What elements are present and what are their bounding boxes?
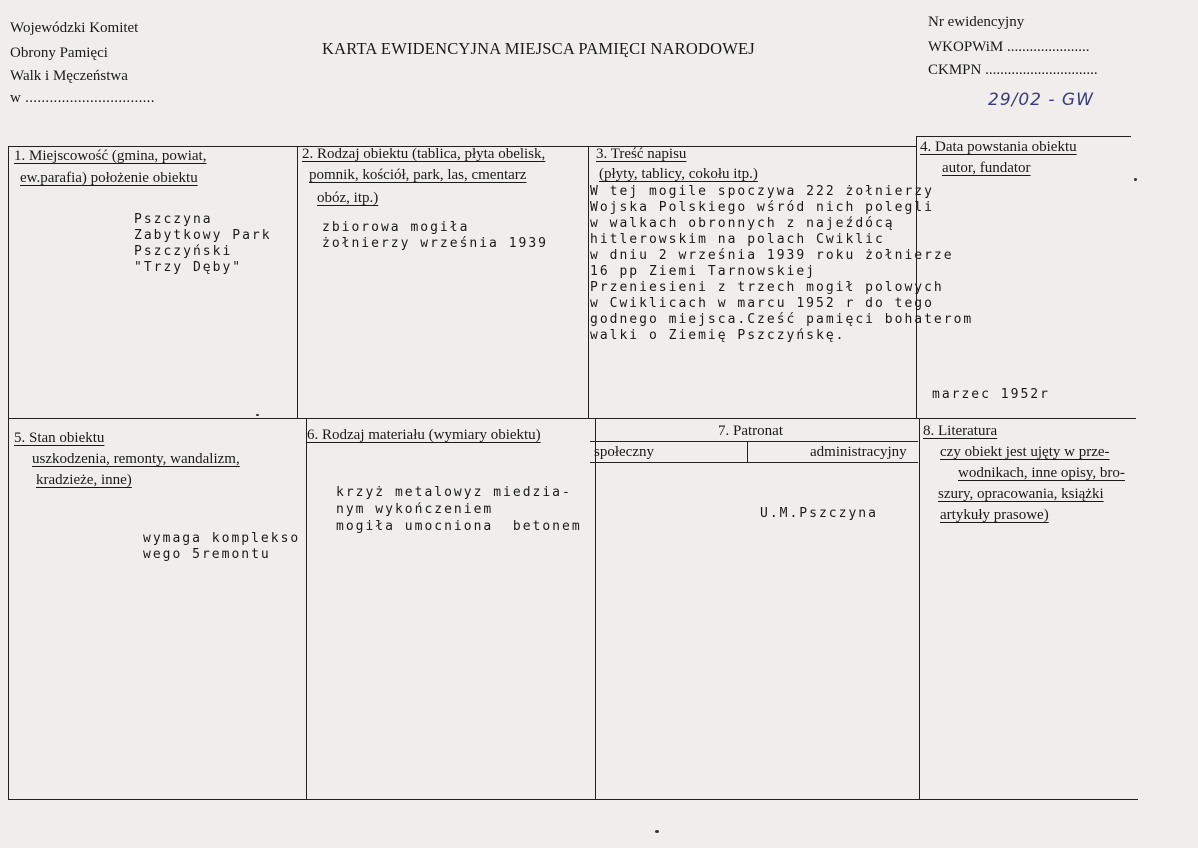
s8-heading-1: 8. Literatura: [923, 423, 998, 439]
ref-ckmpn: CKMPN ..............................: [928, 62, 1098, 78]
s8-heading-4: szury, opracowania, książki: [938, 486, 1104, 502]
scan-speck: [655, 830, 659, 833]
grid-line: [590, 462, 918, 463]
grid-line: [919, 418, 920, 800]
s1-value-2: Zabytkowy Park: [134, 228, 272, 243]
s3-value-1: W tej mogile spoczywa 222 żołnierzy: [590, 184, 934, 199]
s5-value-1: wymaga komplekso: [143, 531, 301, 546]
grid-line: [595, 418, 596, 800]
s3-value-7: Przeniesieni z trzech mogił polowych: [590, 280, 944, 295]
s6-value-2: nym wykończeniem: [336, 502, 494, 517]
s3-heading-2: (płyty, tablicy, cokołu itp.): [599, 166, 758, 182]
s3-value-10: walki o Ziemię Pszczyńskę.: [590, 328, 846, 343]
s3-value-3: w walkach obronnych z najeźdócą: [590, 216, 895, 231]
s7-sub-admin: administracyjny: [810, 444, 907, 460]
s2-heading-2: pomnik, kościół, park, las, cmentarz: [309, 167, 527, 183]
s3-value-5: w dniu 2 września 1939 roku żołnierze: [590, 248, 954, 263]
grid-line: [590, 441, 918, 442]
grid-line: [8, 799, 1138, 800]
s5-heading-1: 5. Stan obiektu: [14, 430, 105, 446]
s5-heading-2: uszkodzenia, remonty, wandalizm,: [32, 451, 240, 467]
s7-heading: 7. Patronat: [718, 423, 783, 439]
s8-heading-5: artykuły prasowe): [940, 507, 1049, 523]
s6-value-1: krzyż metalowyz miedzia-: [336, 485, 572, 500]
s1-heading-2: ew.parafia) położenie obiektu: [20, 170, 198, 186]
scan-speck: [256, 414, 259, 416]
grid-line: [747, 441, 748, 462]
s3-heading-1: 3. Treść napisu: [596, 146, 687, 162]
s4-heading-1: 4. Data powstania obiektu: [920, 139, 1077, 155]
s1-heading-1: 1. Miejscowość (gmina, powiat,: [14, 148, 207, 164]
s1-value-1: Pszczyna: [134, 212, 213, 227]
org-line-1: Wojewódzki Komitet: [10, 20, 139, 36]
s4-value: marzec 1952r: [932, 387, 1050, 402]
s5-heading-3: kradzieże, inne): [36, 472, 132, 488]
s8-heading-3: wodnikach, inne opisy, bro-: [958, 465, 1125, 481]
s2-value-1: zbiorowa mogiła: [322, 220, 470, 235]
s7-sub-social: społeczny: [594, 444, 654, 460]
org-line-3: Walk i Męczeństwa: [10, 68, 128, 84]
s7-value: U.M.Pszczyna: [760, 506, 878, 521]
s2-heading-3: obóz, itp.): [317, 190, 379, 206]
org-line-4: w ................................: [10, 90, 155, 106]
s4-heading-2: autor, fundator: [942, 160, 1031, 176]
s3-value-4: hitlerowskim na polach Cwiklic: [590, 232, 885, 247]
s2-heading-1: 2. Rodzaj obiektu (tablica, płyta obelisk,: [302, 146, 546, 162]
ref-label: Nr ewidencyjny: [928, 14, 1025, 30]
s3-value-8: w Cwiklicach w marcu 1952 r do tego: [590, 296, 934, 311]
s2-value-2: żołnierzy września 1939: [322, 236, 549, 251]
s3-value-9: godnego miejsca.Cześć pamięci bohaterom: [590, 312, 974, 327]
grid-line: [8, 418, 1136, 419]
org-line-2: Obrony Pamięci: [10, 45, 108, 61]
handwritten-note: 29/02 - GW: [988, 90, 1094, 110]
s1-value-4: "Trzy Dęby": [134, 260, 243, 275]
grid-line: [306, 418, 307, 800]
s8-heading-2: czy obiekt jest ujęty w prze-: [940, 444, 1110, 460]
grid-line: [8, 146, 9, 800]
page-title: KARTA EWIDENCYJNA MIEJSCA PAMIĘCI NARODOWEJ: [322, 39, 755, 58]
grid-line: [588, 146, 589, 418]
s6-value-3: mogiła umocniona betonem: [336, 519, 582, 534]
scan-speck: [1134, 178, 1137, 181]
s6-heading: 6. Rodzaj materiału (wymiary obiektu): [307, 427, 541, 443]
s3-value-2: Wojska Polskiego wśród nich polegli: [590, 200, 934, 215]
s5-value-2: wego 5remontu: [143, 547, 271, 562]
grid-line: [916, 136, 917, 418]
s1-value-3: Pszczyński: [134, 244, 233, 259]
ref-wkopwim: WKOPWiM ......................: [928, 39, 1090, 55]
grid-line: [297, 146, 298, 418]
grid-line: [916, 136, 1131, 137]
s3-value-6: 16 pp Ziemi Tarnowskiej: [590, 264, 817, 279]
